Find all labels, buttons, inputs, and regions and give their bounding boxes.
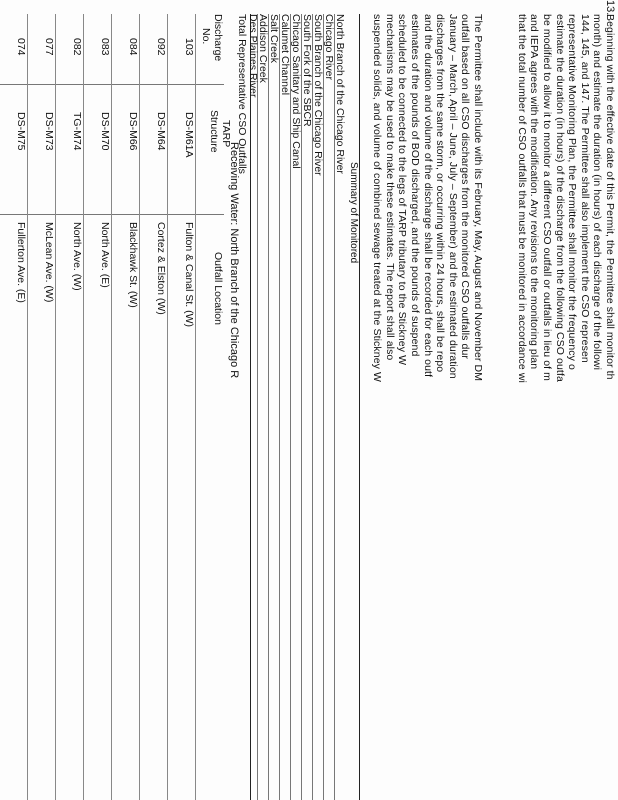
- discharge-no: 092: [155, 38, 167, 56]
- summary-total-label: Total Representative CSO Outfalls: [236, 14, 248, 174]
- paragraph-line: that the total number of CSO outfalls that must be monitored in accordance wi: [515, 14, 528, 383]
- tarp-header: [208, 110, 232, 153]
- table-row: [125, 14, 140, 800]
- outfall-location: McLean Ave. (W): [43, 222, 55, 303]
- paragraph-line: 144, 145, and 147. The Permittee shall also implement the CSO represen: [578, 14, 591, 363]
- summary-total-row: [237, 14, 248, 800]
- summary-row-label: Addison Creek: [257, 14, 269, 83]
- summary-row: [279, 14, 291, 800]
- summary-row-label: Chicago River: [323, 14, 335, 80]
- tarp-structure: DS-M61A: [183, 112, 195, 158]
- tarp-header-line2: Structure: [208, 110, 220, 153]
- tarp-header-line1: TARP: [220, 120, 232, 148]
- cso-outfall-table: [0, 14, 232, 800]
- summary-row-label: South Branch of the Chicago River: [312, 14, 324, 176]
- outfall-location: North Ave. (W): [71, 222, 83, 291]
- paragraph-line: and the duration and volume of the discharge shall be recorded for each outf: [421, 14, 434, 378]
- summary-table: [236, 14, 360, 800]
- paragraph-line: month) and estimate the duration (in hours) of each discharge of the followi: [591, 14, 604, 371]
- discharge-header: [200, 14, 224, 61]
- table-row: [97, 14, 112, 800]
- outfall-location: Fullerton Ave. (E): [15, 222, 27, 303]
- discharge-no: 103: [183, 38, 195, 56]
- paragraph-line: outfall based on all CSO discharges from the monitored CSO outfalls dur: [459, 14, 472, 360]
- paragraph-line: estimates of the pounds of BOD discharged, and the pounds of suspend: [409, 14, 422, 357]
- summary-row-label: North Branch of the Chicago River: [334, 14, 346, 174]
- discharge-no: 077: [43, 38, 55, 56]
- tarp-structure: DS-M75: [15, 112, 27, 151]
- paragraph-line: scheduled to be connected to the legs of TARP tributary to the Stickney W: [396, 14, 409, 366]
- discharge-no: 083: [99, 38, 111, 56]
- tarp-structure: TG-M74: [71, 112, 83, 151]
- tarp-structure: DS-M64: [155, 112, 167, 151]
- table-row: [69, 14, 84, 800]
- tarp-structure: DS-M73: [43, 112, 55, 151]
- discharge-no: 084: [127, 38, 139, 56]
- summary-row-label: Calumet Channel: [279, 14, 291, 96]
- paragraph-line: mechanisms may be used to make these estimates. The report shall also: [383, 14, 396, 361]
- summary-row: [334, 14, 346, 800]
- paragraph-line: Beginning with the effective date of this Permit, the Permittee shall monitor th: [604, 14, 616, 380]
- paragraph-line: and IEPA agrees with the modification. Any revisions to the monitoring plan: [528, 14, 541, 370]
- summary-row-label: South Fork of the SBCR: [301, 14, 313, 127]
- paragraph-line: The Permittee shall include with its February, May, August and November DM: [472, 14, 484, 382]
- paragraph-reporting: [371, 14, 484, 800]
- tarp-structure: DS-M70: [99, 112, 111, 151]
- paragraph-line: suspended solids, and volume of combined sewage treated at the Stickney W: [371, 14, 384, 383]
- section-number: 13.: [604, 0, 616, 16]
- discharge-header-line2: No.: [200, 28, 212, 45]
- outfall-location: North Ave. (E): [99, 222, 111, 288]
- summary-row-label: Salt Creek: [268, 14, 280, 64]
- outfall-location-header: Outfall Location: [212, 252, 224, 325]
- tarp-structure: DS-M66: [127, 112, 139, 151]
- paragraph-line: estimate the duration (in hours) of the discharge from the following CSO outfa: [553, 14, 566, 382]
- outfall-location: Cortez & Elston (W): [155, 222, 167, 315]
- discharge-no: 074: [15, 38, 27, 56]
- receiving-water-title: Receiving Water: North Branch of the Chicago R: [228, 142, 240, 379]
- summary-row: [312, 14, 324, 800]
- summary-row-label: Des Plaines River: [247, 14, 259, 98]
- paragraph-line: January – March, April – June, July – September) and the estimated duration: [446, 14, 459, 379]
- summary-row: [323, 14, 335, 800]
- table-row: [181, 14, 196, 800]
- outfall-location: Fulton & Canal St. (W): [183, 222, 195, 328]
- summary-row: [248, 14, 259, 800]
- table-row: [153, 14, 168, 800]
- discharge-no: 082: [71, 38, 83, 56]
- summary-row: [301, 14, 313, 800]
- summary-row: [290, 14, 302, 800]
- paragraph-line: discharges from the same storm, or occurring within 24 hours, shall be repo: [434, 14, 447, 373]
- paragraph-line: representative Monitoring Plan, the Permittee shall monitor the frequency o: [566, 14, 579, 370]
- table-row: [41, 14, 56, 800]
- paragraph-line: be modified to allow it to monitor a different CSO outfall or outfalls in lieu of m: [541, 14, 554, 382]
- paragraph-monitoring: [515, 14, 616, 800]
- summary-row: [268, 14, 280, 800]
- summary-row-label: Chicago Sanitary and Ship Canal: [290, 14, 302, 169]
- discharge-header-line1: Discharge: [212, 14, 224, 62]
- summary-heading: Summary of Monitored: [348, 162, 359, 264]
- outfall-location: Blackhawk St. (W): [127, 222, 139, 308]
- table-row: [13, 14, 28, 800]
